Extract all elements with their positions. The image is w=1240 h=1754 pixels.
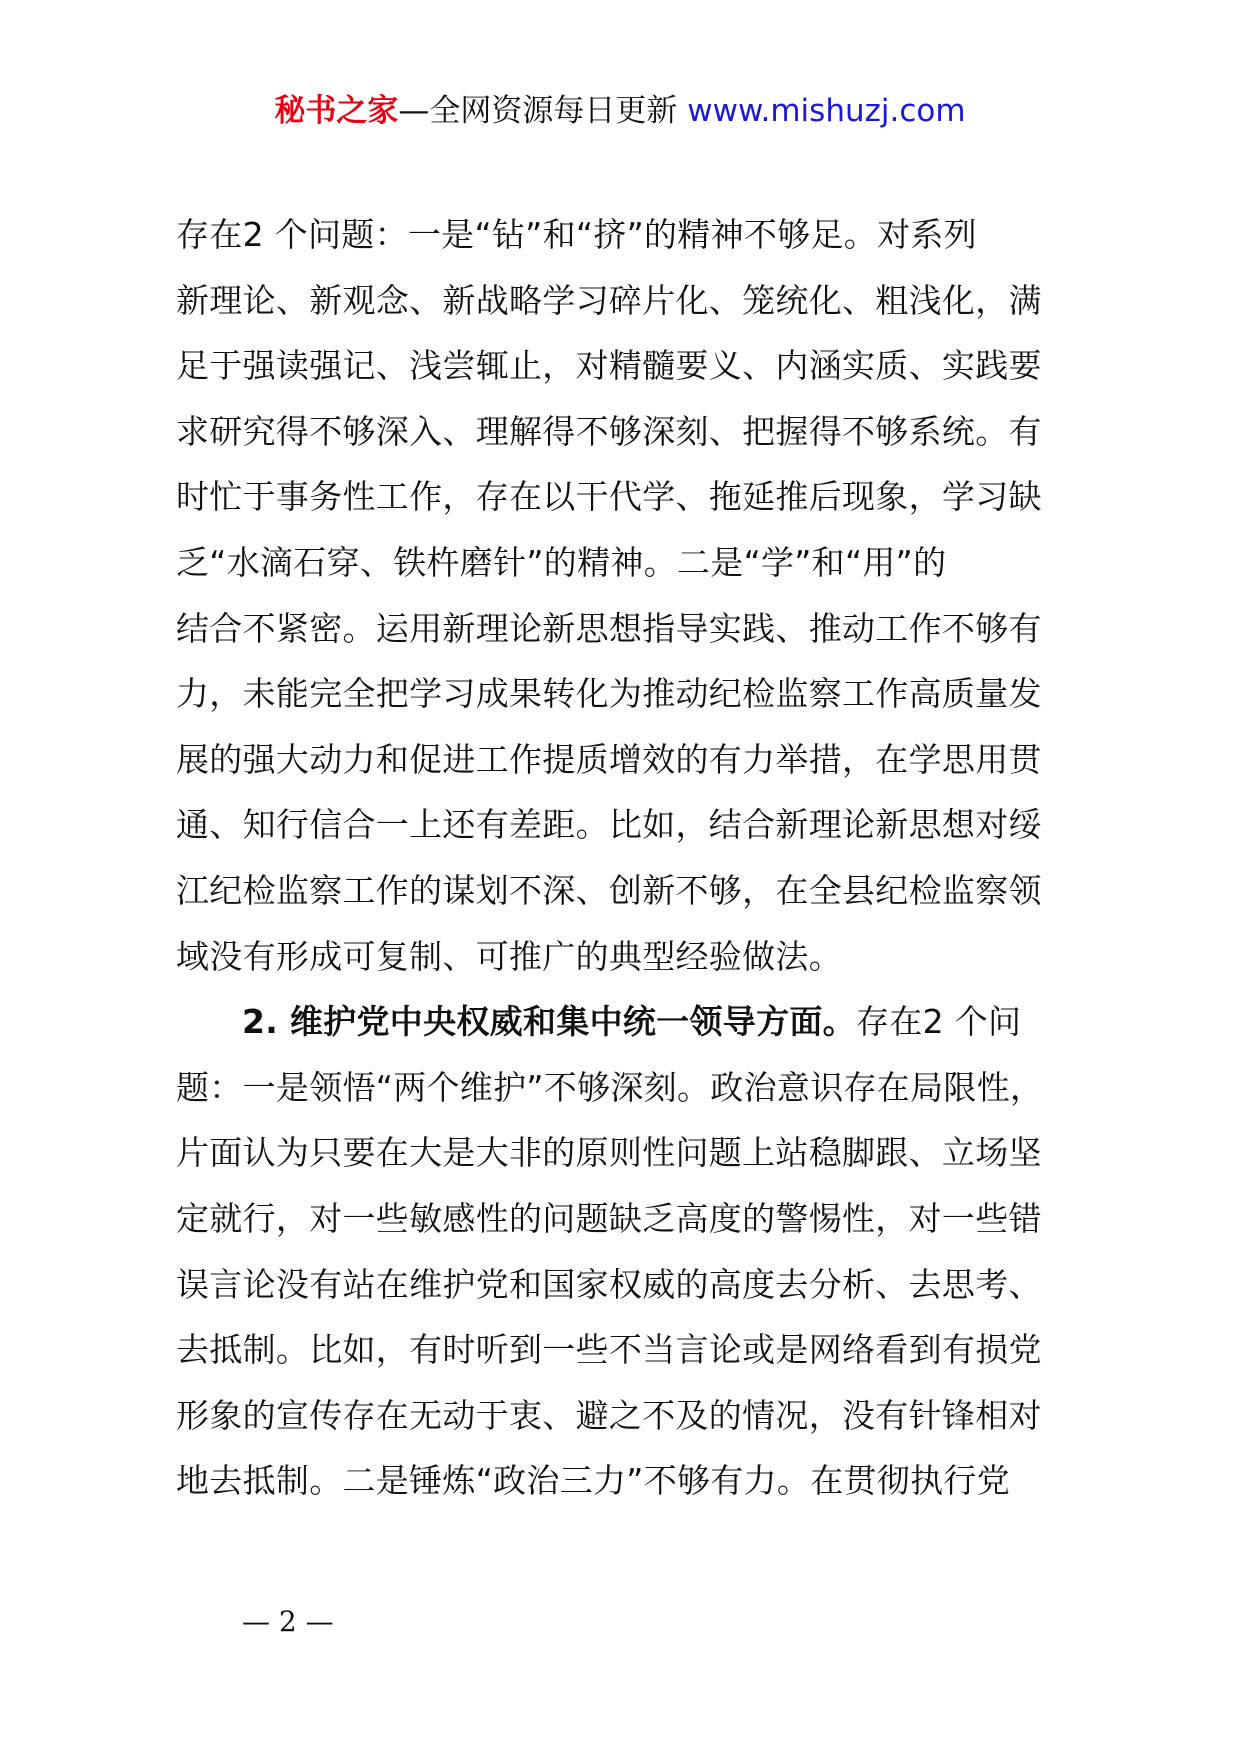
body-line: 足于强读强记、浅尝辄止，对精髓要义、内涵实质、实践要 bbox=[176, 346, 1042, 386]
body-line: 通、知行信合一上还有差距。比如，结合新理论新思想对绥 bbox=[176, 805, 1042, 845]
body-line: 形象的宣传存在无动于衷、避之不及的情况，没有针锋相对 bbox=[176, 1395, 1042, 1435]
body-line: 求研究得不够深入、理解得不够深刻、把握得不够系统。有 bbox=[176, 411, 1042, 451]
body-line: 片面认为只要在大是大非的原则性问题上站稳脚跟、立场坚 bbox=[176, 1133, 1042, 1173]
body-line: 域没有形成可复制、可推广的典型经验做法。 bbox=[176, 936, 842, 976]
body-line: 新理论、新观念、新战略学习碎片化、笼统化、粗浅化，满 bbox=[176, 280, 1042, 320]
section-2-first-line bbox=[176, 989, 1076, 1055]
body-line: 存在2 个问题：一是“钻”和“挤”的精神不够足。对系列 bbox=[176, 215, 977, 254]
body-line: 乏“水滴石穿、铁杵磨针”的精神。二是“学”和“用”的 bbox=[176, 542, 947, 582]
body-line: 时忙于事务性工作，存在以干代学、拖延推后现象，学习缺 bbox=[176, 477, 1042, 517]
header-brand: 秘书之家 bbox=[274, 93, 399, 129]
body-line: 结合不紧密。运用新理论新思想指导实践、推动工作不够有 bbox=[176, 608, 1042, 648]
site-header bbox=[0, 88, 1240, 134]
body-line: 地去抵制。二是锤炼“政治三力”不够有力。在贯彻执行党 bbox=[176, 1461, 1010, 1501]
section-2-heading: 2. 维护党中央权威和集中统一领导方面。 bbox=[242, 1002, 856, 1042]
body-line: 题：一是领悟“两个维护”不够深刻。政治意识存在局限性， bbox=[176, 1067, 1044, 1107]
section-2-first-line-rest: 存在2 个问 bbox=[856, 1002, 1022, 1042]
document-body bbox=[176, 202, 1076, 1514]
body-line: 江纪检监察工作的谋划不深、创新不够，在全县纪检监察领 bbox=[176, 870, 1042, 910]
body-line: 定就行，对一些敏感性的问题缺乏高度的警惕性，对一些错 bbox=[176, 1198, 1042, 1238]
body-line: 力，未能完全把学习成果转化为推动纪检监察工作高质量发 bbox=[176, 674, 1042, 714]
page-number: — 2 — bbox=[242, 1605, 334, 1638]
header-tagline: —全网资源每日更新 bbox=[398, 93, 688, 129]
body-line: 展的强大动力和促进工作提质增效的有力举措，在学思用贯 bbox=[176, 739, 1042, 779]
body-line: 误言论没有站在维护党和国家权威的高度去分析、去思考、 bbox=[176, 1264, 1042, 1304]
header-url[interactable]: www.mishuzj.com bbox=[687, 93, 966, 129]
body-line: 去抵制。比如，有时听到一些不当言论或是网络看到有损党 bbox=[176, 1330, 1042, 1370]
